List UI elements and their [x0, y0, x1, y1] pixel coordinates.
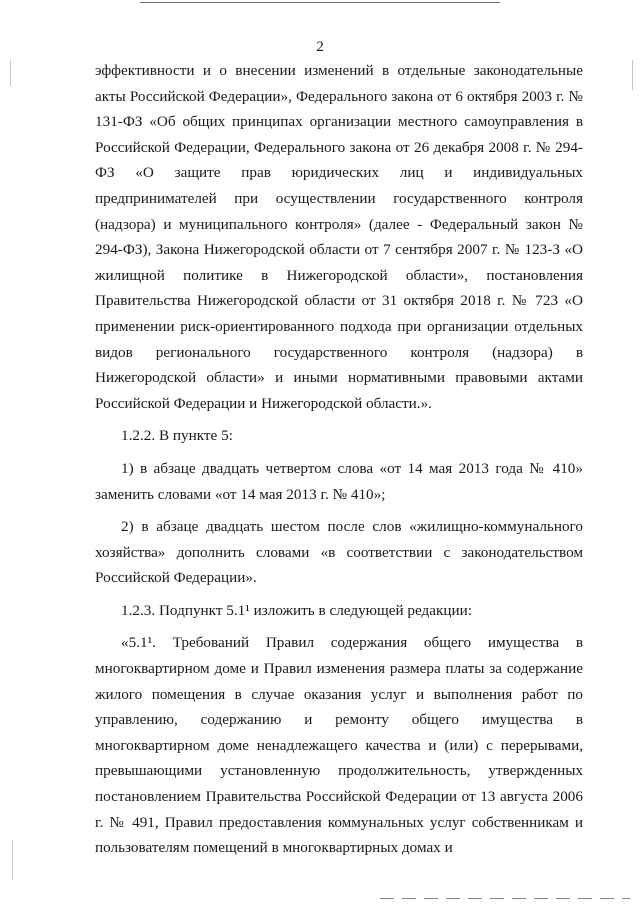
paragraph-continuation: эффективности и о внесении изменений в отдельные законодательные акты Российской Федерации», Федерального закона от 6 октября 2003 г. № 131-ФЗ «Об общих принципах организации местного самоуправления в Российской Федерации, Федерального закона от 26 декабря 2008 г. № 294-ФЗ «О защите прав юридических лиц и индивидуальных предпринимателей при осуществлении государственного контроля (надзора) и муниципального контроля» (далее - Федеральный закон № 294-ФЗ), Закона Нижегородской области от 7 сентября 2007 г. № 123-З «О жилищной политике в Нижегородской области», постановления Правительства Нижегородской области от 31 октября 2018 г. № 723 «О применении риск-ориентированного подхода при организации отдельных видов регионального государственного контроля (надзора) в Нижегородской области» и иными нормативными правовыми актами Российской Федерации и Нижегородской области.». — [95, 62, 583, 412]
paragraph-subitem-2: 2) в абзаце двадцать шестом после слов «жилищно-коммунального хозяйства» дополнить словами «в соответствии с законодательством Российской Федерации». — [95, 518, 583, 587]
page-number: 2 — [316, 38, 324, 55]
paragraph-item-1-2-3: 1.2.3. Подпункт 5.1¹ изложить в следующей редакции: — [121, 601, 472, 619]
scan-artifact-right — [632, 60, 633, 90]
paragraph-quote-5-1: «5.1¹. Требований Правил содержания общего имущества в многоквартирном доме и Правил изменения размера платы за содержание жилого помещения в случае оказания услуг и выполнения работ по управлению, содержанию и ремонту общего имущества в многоквартирном доме ненадлежащего качества и (или) с перерывами, превышающими установленную продолжительность, утвержденных постановлением Правительства Российской Федерации от 13 августа 2006 г. № 491, Правил предоставления коммунальных услуг собственникам и пользователям помещений в многоквартирных домах и — [95, 634, 583, 857]
scan-artifact-left — [10, 60, 11, 86]
scan-artifact-left-bottom — [12, 840, 13, 880]
top-border-line — [140, 2, 500, 3]
paragraph-item-1-2-2: 1.2.2. В пункте 5: — [121, 427, 233, 445]
body-text — [95, 58, 583, 861]
bottom-border-line — [380, 898, 630, 899]
paragraph-subitem-1: 1) в абзаце двадцать четвертом слова «от 14 мая 2013 года № 410» заменить словами «от 14 мая 2013 г. № 410»; — [95, 459, 583, 503]
